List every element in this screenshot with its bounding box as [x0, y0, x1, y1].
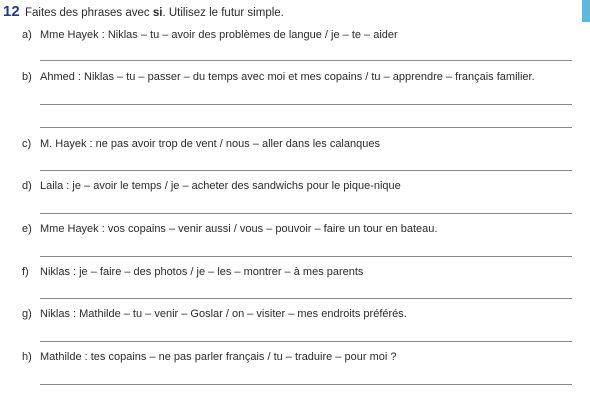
exercise-item-c [22, 137, 380, 151]
instruction-text-end: . Utilisez le futur simple. [162, 7, 284, 19]
answer-line-c-1[interactable] [40, 170, 572, 171]
item-letter: h) [22, 351, 32, 363]
exercise-item-g [22, 307, 407, 321]
item-letter: b) [22, 71, 32, 83]
exercise-item-f [22, 265, 363, 279]
item-prompt: Laila : je – avoir le temps / je – acheter des sandwichs pour le pique-nique [40, 180, 401, 192]
answer-line-g-1[interactable] [40, 341, 572, 342]
exercise-number: 12 [3, 3, 20, 20]
answer-line-h-1[interactable] [40, 384, 572, 385]
answer-line-b-2[interactable] [40, 127, 572, 128]
item-letter: g) [22, 308, 32, 320]
page-edge-tab [582, 0, 590, 22]
item-letter: c) [22, 138, 32, 150]
exercise-item-a [22, 28, 398, 42]
item-prompt: Niklas : Mathilde – tu – venir – Goslar / on – visiter – mes endroits préférés. [40, 308, 407, 320]
item-letter: f) [22, 266, 29, 278]
item-prompt: M. Hayek : ne pas avoir trop de vent / nous – aller dans les calanques [40, 138, 380, 150]
instruction-keyword: si [152, 7, 163, 19]
item-prompt: Ahmed : Niklas – tu – passer – du temps avec moi et mes copains / tu – apprendre – français familier. [40, 71, 535, 83]
exercise-header [3, 3, 284, 25]
item-prompt: Mathilde : tes copains – ne pas parler français / tu – traduire – pour moi ? [40, 351, 397, 363]
item-letter: e) [22, 223, 32, 235]
answer-line-b-1[interactable] [40, 104, 572, 105]
answer-line-a-1[interactable] [40, 60, 572, 61]
exercise-item-e [22, 222, 437, 236]
instruction-text-start: Faites des phrases avec [25, 7, 153, 19]
item-prompt: Niklas : je – faire – des photos / je – les – montrer – à mes parents [40, 266, 364, 278]
item-letter: a) [22, 29, 32, 41]
exercise-instruction [25, 7, 284, 19]
exercise-item-h [22, 350, 396, 364]
answer-line-d-1[interactable] [40, 213, 572, 214]
answer-line-e-1[interactable] [40, 256, 572, 257]
answer-line-f-1[interactable] [40, 298, 572, 299]
exercise-item-b [22, 70, 535, 84]
item-prompt: Mme Hayek : vos copains – venir aussi / vous – pouvoir – faire un tour en bateau. [40, 223, 438, 235]
item-letter: d) [22, 180, 32, 192]
exercise-item-d [22, 179, 401, 193]
item-prompt: Mme Hayek : Niklas – tu – avoir des problèmes de langue / je – te – aider [40, 29, 398, 41]
